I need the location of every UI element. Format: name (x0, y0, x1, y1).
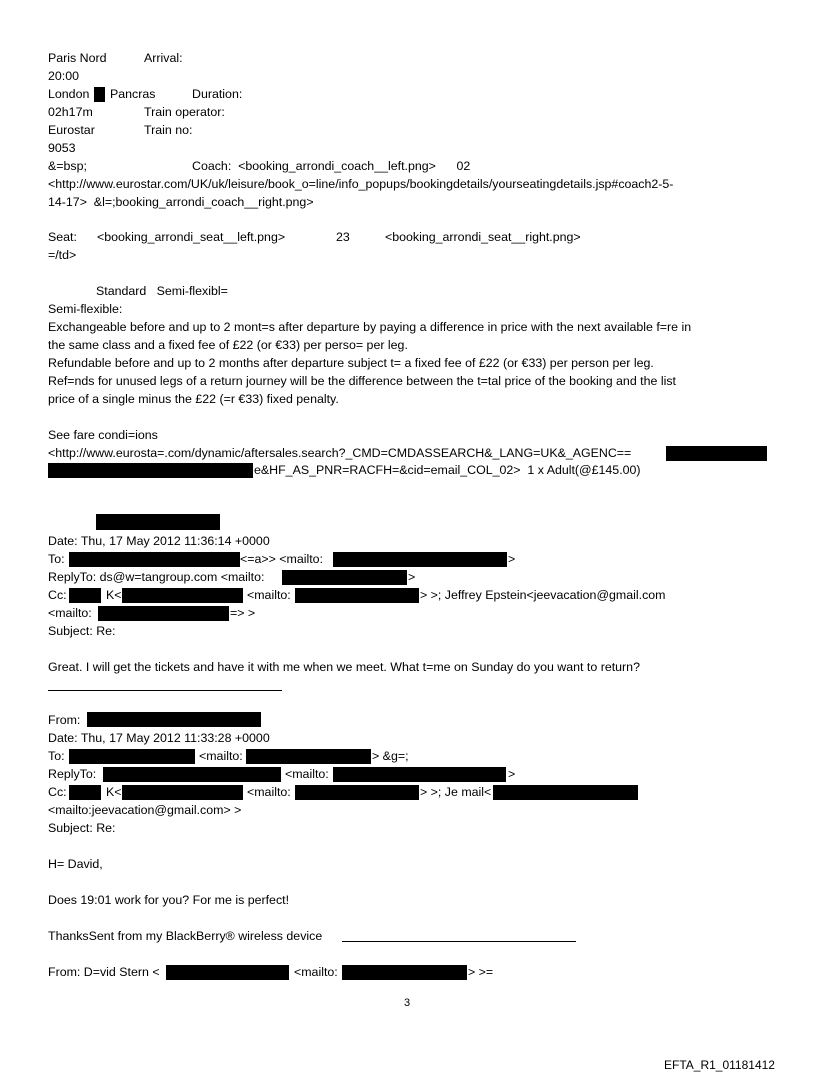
fare-terms-1: Exchangeable before and up to 2 mont=s after departure by paying a difference in price with the next available f=re in (48, 320, 692, 334)
document-id: EFTA_R1_01181412 (664, 1058, 775, 1072)
station-london: London (48, 87, 90, 101)
redaction (166, 965, 289, 980)
redaction (295, 588, 419, 603)
email1-mailto: <mailto: (48, 606, 92, 620)
coach-line: Coach: <booking_arrondi_coach__left.png> 02 (192, 159, 471, 173)
fare-terms-3: Refundable before and up to 2 months after departure subject t= a fixed fee of £22 (or €33) per person per leg. (48, 356, 654, 370)
email2-subject: Subject: Re: (48, 821, 116, 835)
train-no-value: 9053 (48, 141, 76, 155)
train-no-label: Train no: (144, 123, 193, 137)
email2-signature: ThanksSent from my BlackBerry® wireless device (48, 929, 323, 943)
email2-replyto-mailto: <mailto: (285, 767, 329, 781)
redaction (69, 749, 195, 764)
email1-mailto-close: => > (230, 606, 256, 620)
email2-body: Does 19:01 work for you? For me is perfect! (48, 893, 290, 907)
redaction (69, 785, 101, 800)
redaction (333, 552, 507, 567)
fare-class: Standard Semi-flexibl= (96, 284, 228, 298)
email1-to-close: > (508, 552, 516, 566)
seat-number: 23 (336, 230, 350, 244)
station-from: Paris Nord (48, 51, 107, 65)
redaction (69, 588, 101, 603)
redaction (333, 767, 506, 782)
redaction (295, 785, 419, 800)
seating-url-cont: 14-17> &l=;booking_arrondi_coach__right.png> (48, 195, 314, 209)
email1-body: Great. I will get the tickets and have it with me when we meet. What t=me on Sunday do you want to return? (48, 660, 640, 674)
email2-to-label: To: (48, 749, 65, 763)
nbsp-entity: &=bsp; (48, 159, 87, 173)
email2-replyto-close: > (508, 767, 516, 781)
email2-date: Date: Thu, 17 May 2012 11:33:28 +0000 (48, 731, 270, 745)
email2-mailto: <mailto:jeevacation@gmail.com> > (48, 803, 242, 817)
email2-cc-mailto: <mailto: (247, 785, 291, 799)
email2-to-mailto: <mailto: (199, 749, 243, 763)
operator-value: Eurostar (48, 123, 95, 137)
email3-from-close: > >= (468, 965, 494, 979)
redaction (48, 463, 253, 478)
email1-date: Date: Thu, 17 May 2012 11:36:14 +0000 (48, 534, 270, 548)
email2-cc-rest: > >; Je mail< (420, 785, 492, 799)
redaction (342, 965, 467, 980)
redaction (246, 749, 371, 764)
email2-from: From: (48, 713, 81, 727)
redaction (87, 712, 261, 727)
arrival-time: 20:00 (48, 69, 80, 83)
email1-replyto-close: > (408, 570, 416, 584)
email3-from: From: D=vid Stern < (48, 965, 160, 979)
email2-cc-label: Cc: (48, 785, 67, 799)
email2-cc-k: K< (106, 785, 122, 799)
email1-cc-k: K< (106, 588, 122, 602)
aftersales-url-cont: e&HF_AS_PNR=RACFH=&cid=email_COL_02> 1 x Adult(@£145.00) (254, 463, 641, 477)
page-number: 3 (404, 997, 411, 1009)
email2-greeting: H= David, (48, 857, 103, 871)
redaction (282, 570, 407, 585)
seat-right-img: <booking_arrondi_seat__right.png> (385, 230, 581, 244)
divider (48, 690, 282, 691)
redaction (69, 552, 240, 567)
redaction (98, 606, 229, 621)
td-entity: =/td> (48, 248, 77, 262)
redaction (493, 785, 638, 800)
operator-label: Train operator: (144, 105, 225, 119)
duration-label: Duration: (192, 87, 243, 101)
divider (342, 941, 576, 942)
email3-from-mailto: <mailto: (294, 965, 338, 979)
seat-left-img: <booking_arrondi_seat__left.png> (97, 230, 286, 244)
duration-value: 02h17m (48, 105, 93, 119)
email1-cc-rest: > >; Jeffrey Epstein<jeevacation@gmail.com (420, 588, 666, 602)
seating-url: <http://www.eurostar.com/UK/uk/leisure/book_o=line/info_popups/bookingdetails/yourseatingdetails.jsp#coach2-5- (48, 177, 674, 191)
fare-terms-2: the same class and a fixed fee of £22 (or €33) per perso= per leg. (48, 338, 408, 352)
redaction (122, 588, 243, 603)
fare-terms-4: Ref=nds for unused legs of a return journey will be the difference between the t=tal price of the booking and the list (48, 374, 676, 388)
email1-subject: Subject: Re: (48, 624, 116, 638)
email2-to-close: > &g=; (372, 749, 409, 763)
redaction (96, 514, 220, 530)
redaction (666, 446, 767, 461)
redaction (103, 767, 281, 782)
seat-label: Seat: (48, 230, 77, 244)
station-pancras: Pancras (110, 87, 156, 101)
arrival-label: Arrival: (144, 51, 183, 65)
redaction (122, 785, 243, 800)
redaction (94, 87, 105, 102)
email1-to-mailto: <=a>> <mailto: (240, 552, 324, 566)
fare-type: Semi-flexible: (48, 302, 123, 316)
email2-replyto-label: ReplyTo: (48, 767, 97, 781)
fare-terms-5: price of a single minus the £22 (=r €33) fixed penalty. (48, 392, 339, 406)
fare-conditions-label: See fare condi=ions (48, 428, 158, 442)
email1-replyto: ReplyTo: ds@w=tangroup.com <mailto: (48, 570, 265, 584)
email1-to-label: To: (48, 552, 65, 566)
aftersales-url: <http://www.eurosta=.com/dynamic/aftersales.search?_CMD=CMDASSEARCH&_LANG=UK&_AGENC== (48, 446, 632, 460)
email1-cc-label: Cc: (48, 588, 67, 602)
email1-cc-mailto: <mailto: (247, 588, 291, 602)
